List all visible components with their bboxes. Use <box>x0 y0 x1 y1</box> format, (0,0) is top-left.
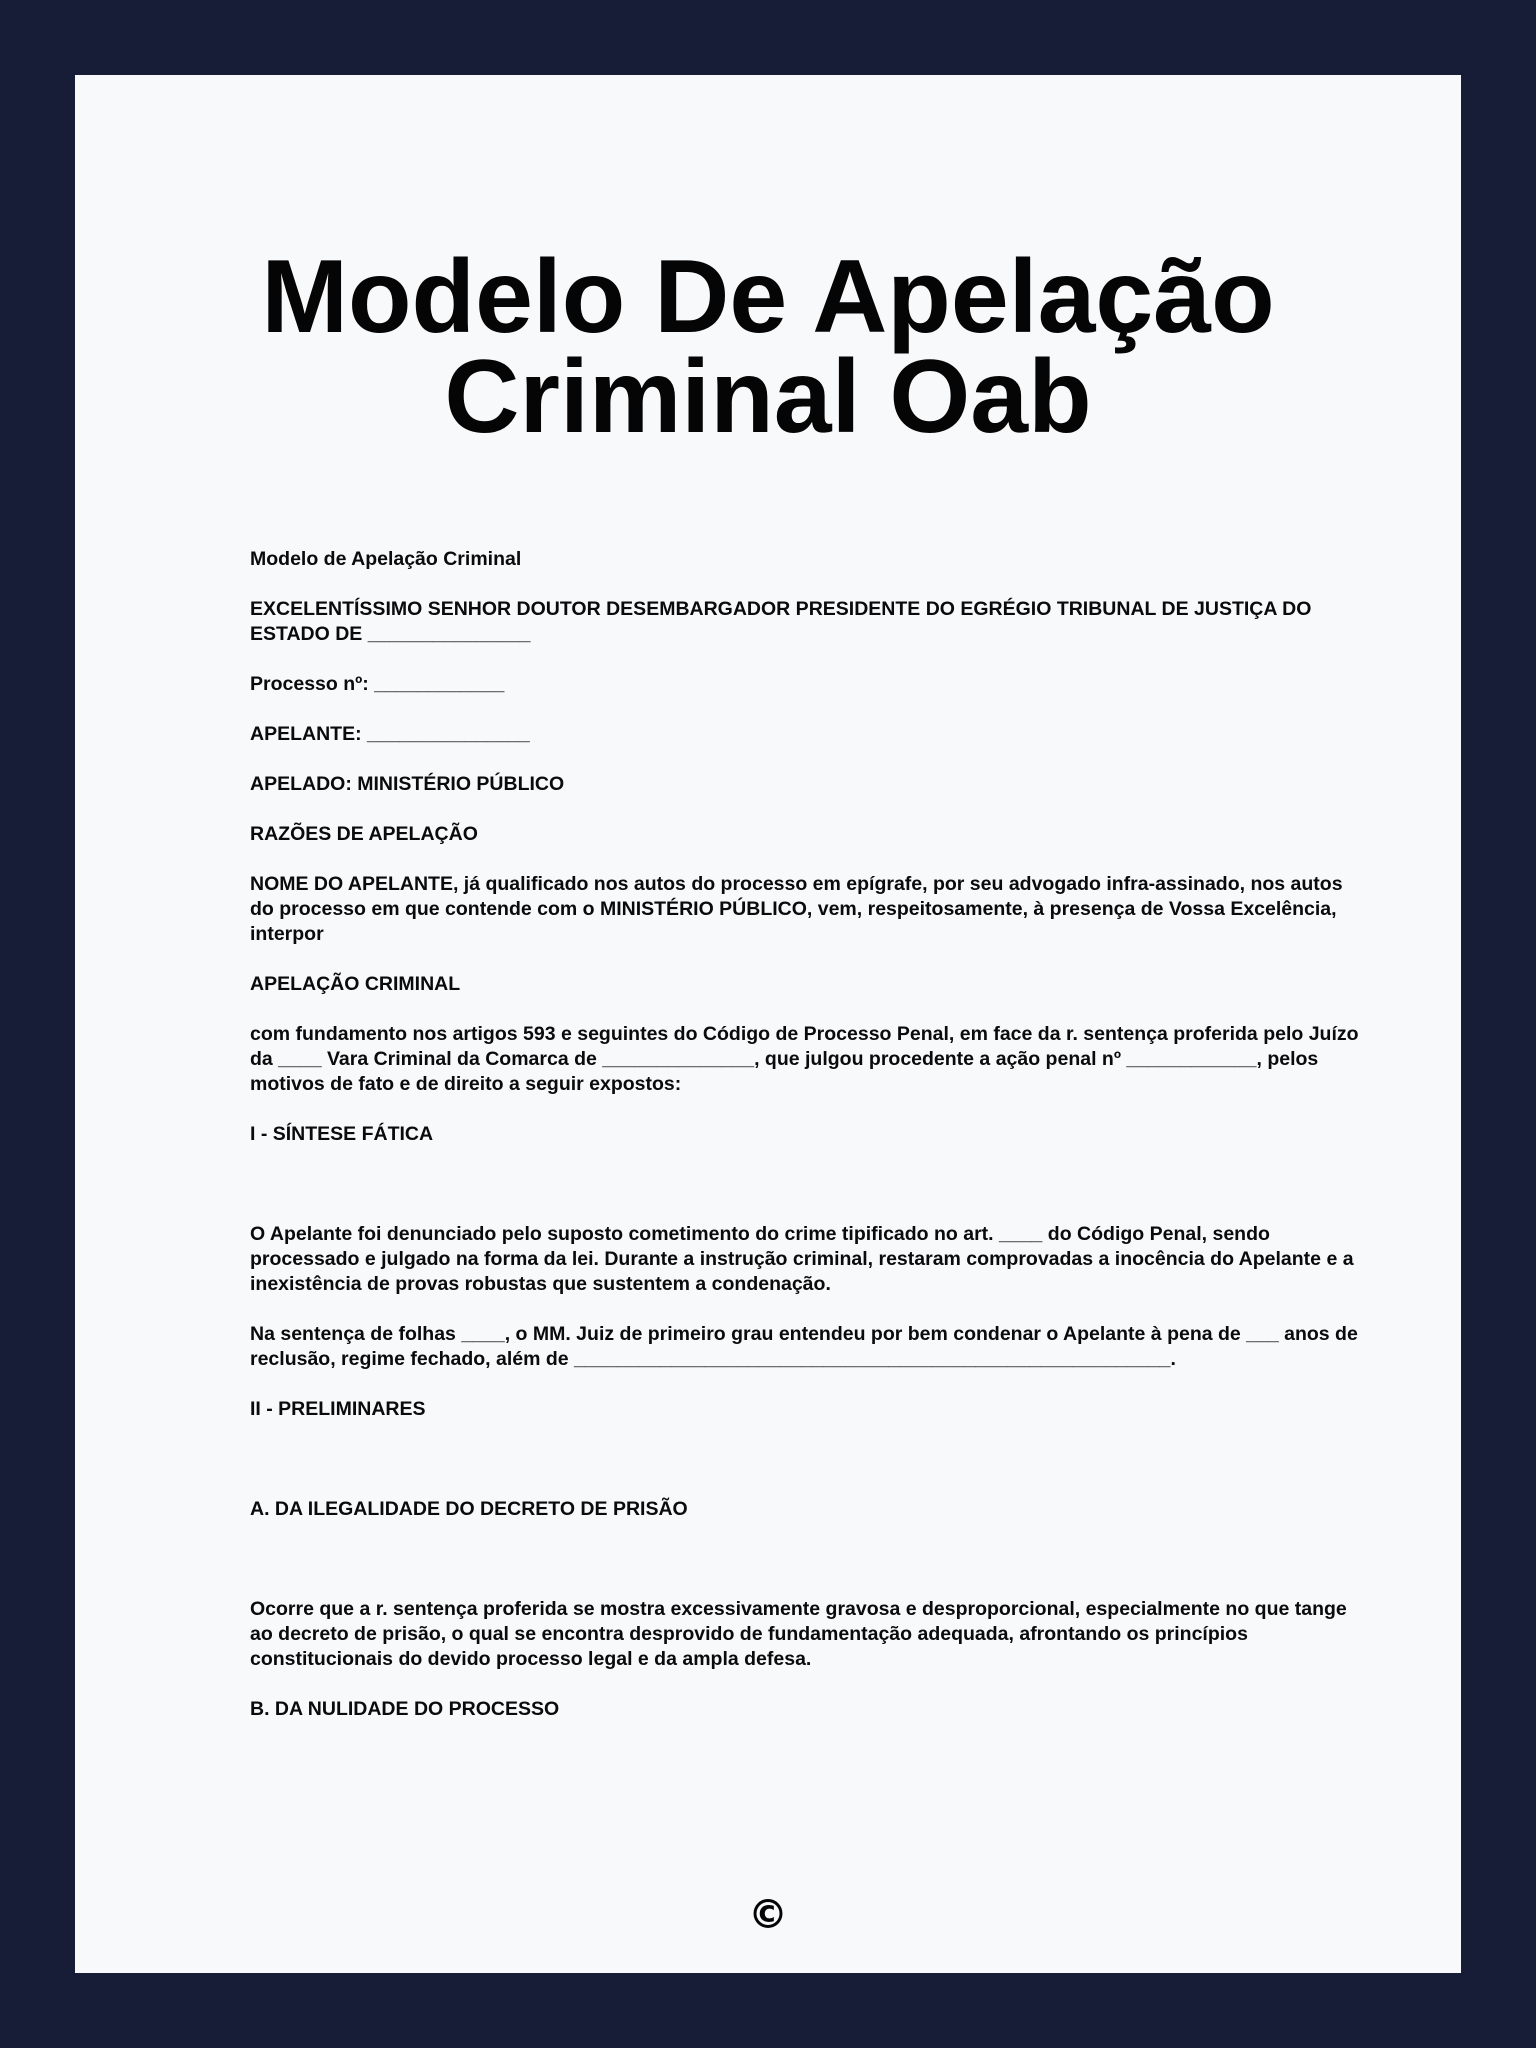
paragraph-appellant: APELANTE: _______________ <box>250 723 530 745</box>
paragraph-facts: O Apelante foi denunciado pelo suposto cometimento do crime tipificado no art. ____ do Código Penal, sendo processado e julgado na forma da lei. Durante a instrução criminal, restaram comprovadas a inocência do Apelante e a inexistência de provas robustas que sustentem a condenação. <box>250 1223 1359 1295</box>
paragraph-legal-basis: com fundamento nos artigos 593 e seguintes do Código de Processo Penal, em face da r. sentença proferida pelo Juízo da ____ Vara Criminal da Comarca de ______________, que julgou procedente a ação penal nº ____________, pelos motivos de fato e de direito a seguir expostos: <box>250 1023 1364 1095</box>
section-heading-preliminaries: II - PRELIMINARES <box>250 1398 426 1420</box>
document-title <box>75 239 1461 455</box>
paragraph-appellee: APELADO: MINISTÉRIO PÚBLICO <box>250 773 565 795</box>
document-page <box>75 75 1461 1973</box>
paragraph-process-number: Processo nº: ____________ <box>250 673 505 695</box>
paragraph-illegality: Ocorre que a r. sentença proferida se mostra excessivamente gravosa e desproporcional, especialmente no que tange ao decreto de prisão, o qual se encontra desprovido de fundamentação adequada, afrontando os princípios constitucionais do devido processo legal e da ampla defesa. <box>250 1598 1353 1670</box>
section-heading-facts: I - SÍNTESE FÁTICA <box>250 1123 434 1145</box>
subsection-heading-nullity: B. DA NULIDADE DO PROCESSO <box>250 1698 560 1720</box>
subsection-heading-illegality: A. DA ILEGALIDADE DO DECRETO DE PRISÃO <box>250 1498 688 1520</box>
paragraph-sentence: Na sentença de folhas ____, o MM. Juiz de primeiro grau entendeu por bem condenar o Apelante à pena de ___ anos de reclusão, regime fechado, além de _______________________________________________________. <box>250 1323 1364 1370</box>
paragraph-appeal-heading: APELAÇÃO CRIMINAL <box>250 973 461 995</box>
paragraph-addressee: EXCELENTÍSSIMO SENHOR DOUTOR DESEMBARGADOR PRESIDENTE DO EGRÉGIO TRIBUNAL DE JUSTIÇA DO ESTADO DE _______________ <box>250 598 1317 645</box>
document-body <box>250 547 1364 1747</box>
paragraph-reasons-heading: RAZÕES DE APELAÇÃO <box>250 823 478 845</box>
paragraph-heading-model: Modelo de Apelação Criminal <box>250 548 522 570</box>
title-line-1: Modelo De Apelação <box>261 239 1275 355</box>
copyright-icon: © <box>748 1892 788 1938</box>
paragraph-introduction: NOME DO APELANTE, já qualificado nos autos do processo em epígrafe, por seu advogado infra-assinado, nos autos do processo em que contende com o MINISTÉRIO PÚBLICO, vem, respeitosamente, à presença de Vossa Excelência, interpor <box>250 873 1348 945</box>
title-line-2: Criminal Oab <box>444 339 1092 455</box>
